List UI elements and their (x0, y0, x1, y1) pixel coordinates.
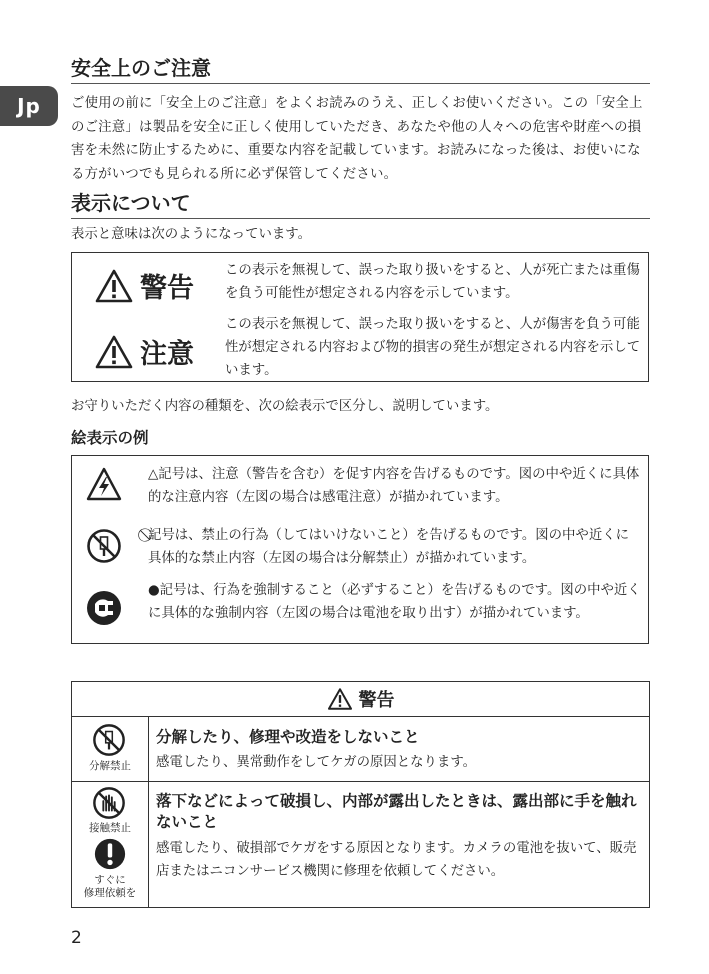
language-tab: Jp (0, 86, 58, 126)
icon-label-line2: 修理依頼を (83, 887, 137, 899)
example-text: ⃠記号は、禁止の行為（してはいけないこと）を告げるものです。図の中や近くに具体的な禁止内容（左図の場合は分解禁止）が描かれています。 (148, 528, 629, 566)
icon-label: 接触禁止 (89, 822, 131, 834)
warning-sign (94, 266, 194, 305)
no-disassembly-icon (92, 723, 126, 757)
examples-title: 絵表示の例 (71, 429, 149, 447)
example-text: △記号は、注意（警告を含む）を促す内容を告げるものです。図の中や近くに具体的な注意内容（左図の場合は感電注意）が描かれています。 (148, 467, 640, 505)
sign-meaning-box (71, 252, 649, 382)
warning-row-body: 感電したり、破損部でケガをする原因となります。カメラの電池を抜いて、販売店またはニコンサービス機関に修理を依頼してください。 (156, 841, 637, 879)
no-touch-icon (92, 786, 126, 820)
caution-triangle-icon (94, 334, 134, 370)
warning-row-title: 分解したり、修理や改造をしないこと (156, 728, 420, 746)
electric-shock-caution-icon (86, 467, 122, 503)
no-disassembly-icon (86, 528, 122, 564)
display-intro: 表示と意味は次のようになっています。 (71, 227, 311, 242)
warning-table-header-label: 警告 (358, 690, 395, 711)
warning-table (71, 681, 650, 908)
safety-title: 安全上のご注意 (71, 56, 650, 84)
warning-sign-label: 警告 (140, 273, 194, 304)
page-number: 2 (71, 928, 82, 948)
pictogram-examples-box (71, 455, 649, 644)
pictogram-intro: お守りいただく内容の種類を、次の絵表示で区分し、説明しています。 (71, 399, 499, 414)
mandatory-repair-icon (94, 838, 126, 870)
warning-row (71, 781, 650, 908)
safety-paragraph: ご使用の前に「安全上のご注意」をよくお読みのうえ、正しくお使いください。この「安全上のご注意」は製品を安全に正しく使用していただき、あなたや他の人々への危害や財産への損害を未然に防止するために、重要な内容を記載しています。お読みになった後は、お使いになる方がいつでも見られる所に必ず保管してください。 (71, 96, 643, 182)
warning-row-icon-column (72, 781, 149, 907)
warning-row-body: 感電したり、異常動作をしてケガの原因となります。 (156, 755, 477, 770)
caution-sign-label: 注意 (140, 339, 194, 370)
warning-table-header (71, 681, 650, 717)
icon-label: 分解禁止 (89, 760, 131, 772)
example-text: ●記号は、行為を強制すること（必ずすること）を告げるものです。図の中や近くに具体的な強制内容（左図の場合は電池を取り出す）が描かれています。 (148, 583, 641, 621)
caution-sign (94, 332, 194, 371)
example-row (72, 456, 648, 516)
warning-row-title: 落下などによって破損し、内部が露出したときは、露出部に手を触れないこと (156, 792, 637, 831)
sign-row-caution (72, 313, 648, 383)
example-row (72, 576, 648, 645)
remove-battery-icon (86, 590, 122, 626)
warning-sign-text: この表示を無視して、誤った取り扱いをすると、人が死亡または重傷を負う可能性が想定される内容を示しています。 (225, 263, 640, 301)
warning-triangle-icon (94, 268, 134, 304)
display-title: 表示について (71, 191, 650, 219)
example-row (72, 516, 648, 576)
warning-row (71, 717, 650, 782)
warning-row-icon-column (72, 717, 149, 781)
warning-triangle-icon (327, 687, 353, 711)
icon-label-line1: すぐに (94, 874, 126, 886)
caution-sign-text: この表示を無視して、誤った取り扱いをすると、人が傷害を負う可能性が想定される内容および物的損害の発生が想定される内容を示しています。 (225, 317, 641, 378)
sign-row-warning (72, 253, 648, 313)
